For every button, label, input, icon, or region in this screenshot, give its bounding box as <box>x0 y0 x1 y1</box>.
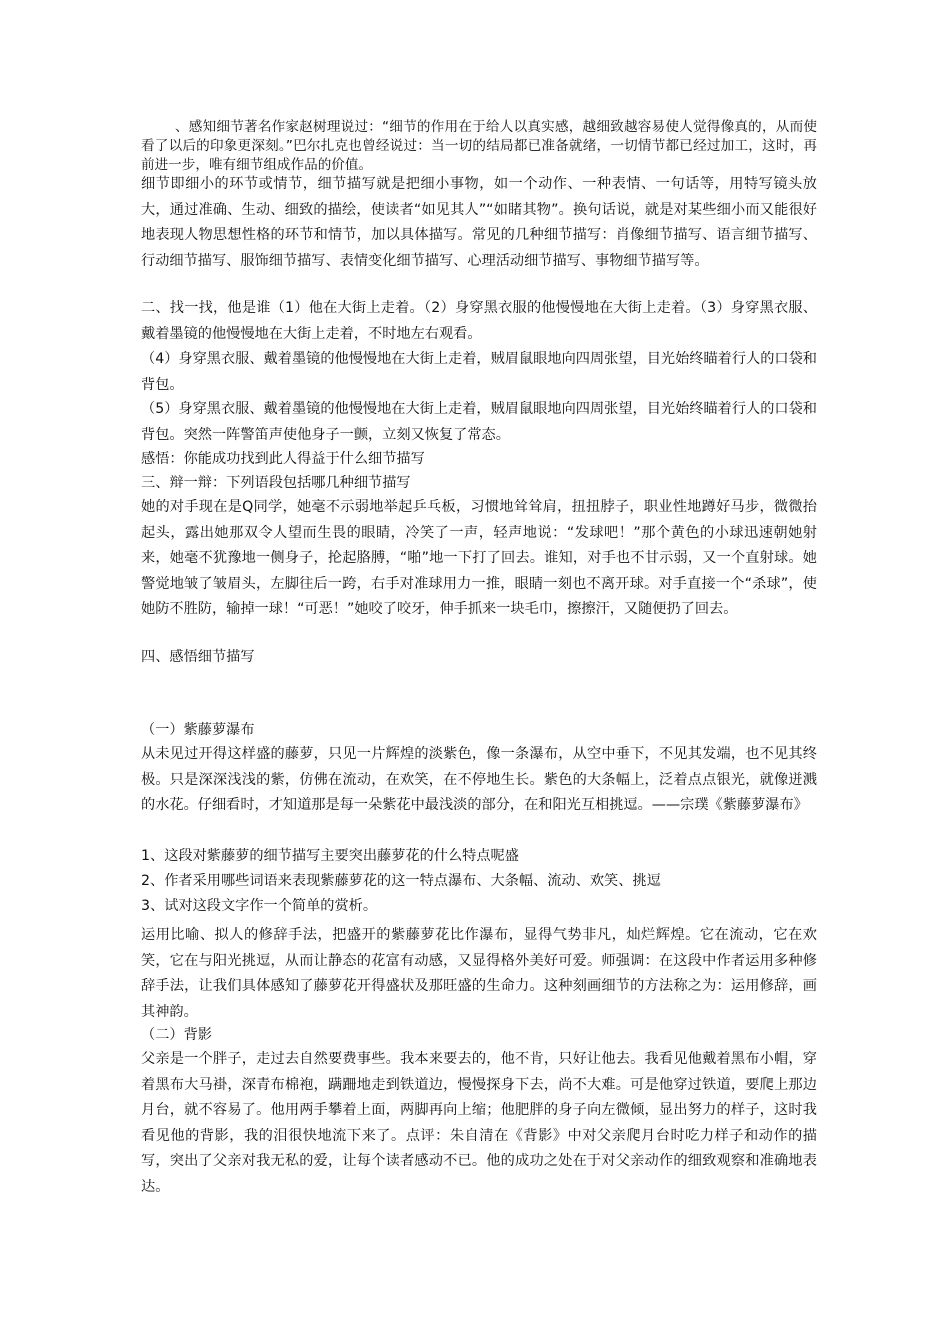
back-heading: （二）背影 <box>141 1027 212 1043</box>
find-paragraph-1: 二、找一找，他是谁（1）他在大街上走着。（2）身穿黑衣服的他慢慢地在大街上走着。（3）身穿黑衣服、戴着墨镜的他慢慢地在大街上走着，不时地左右观看。 <box>141 300 817 342</box>
feel-heading: 四、感悟细节描写 <box>141 649 255 665</box>
definition-paragraph: 细节即细小的环节或情节，细节描写就是把细小事物，如一个动作、一种表情、一句话等，用特写镜头放大，通过准确、生动、细致的描绘，使读者“如见其人”“如睹其物”。换句话说，就是对某些细小而又能很好地表现人物思想性格的环节和情节，加以具体描写。常见的几种细节描写：肖像细节描写、语言细节描写、行动细节描写、服饰细节描写、表情变化细节描写、心理活动细节描写、事物细节描写等。 <box>141 176 817 269</box>
back-paragraph: 父亲是一个胖子，走过去自然要费事些。我本来要去的，他不肯，只好让他去。我看见他戴着黑布小帽，穿着黑布大马褂，深青布棉袍，蹒跚地走到铁道边，慢慢探身下去，尚不大难。可是他穿过铁道，要爬上那边月台，就不容易了。他用两手攀着上面，两脚再向上缩；他肥胖的身子向左微倾，显出努力的样子，这时我看见他的背影，我的泪很快地流下来了。点评：朱自清在《背影》中对父亲爬月台时吃力样子和动作的描写，突出了父亲对我无私的爱，让每个读者感动不已。他的成功之处在于对父亲动作的细致观察和准确地表达。 <box>141 1051 817 1195</box>
analysis-paragraph: 运用比喻、拟人的修辞手法，把盛开的紫藤萝花比作瀑布，显得气势非凡，灿烂辉煌。它在流动，它在欢笑，它在与阳光挑逗，从而让静态的花富有动感，又显得格外美好可爱。师强调：在这段中作者运用多种修辞手法，让我们具体感知了藤萝花开得盛状及那旺盛的生命力。这种刻画细节的方法称之为：运用修辞，画其神韵。 <box>141 927 817 1020</box>
insight-line: 感悟：你能成功找到此人得益于什么细节描写 <box>141 451 425 467</box>
debate-paragraph: 她的对手现在是Q同学，她毫不示弱地举起乒乓板，习惯地耸耸肩，扭扭脖子，职业性地蹲好马步，微微抬起头，露出她那双令人望而生畏的眼睛，冷笑了一声，轻声地说：“发球吧！”那个黄色的小球迅速朝她射来，她毫不犹豫地一侧身子，抡起胳膊，“啪”地一下打了回去。谁知，对手也不甘示弱，又一个直射球。她警觉地皱了皱眉头，左脚往后一跨，右手对准球用力一推，眼睛一刻也不离开球。对手直接一个“杀球”，使她防不胜防，输掉一球！“可恶！”她咬了咬牙，伸手抓来一块毛巾，擦擦汗，又随便扔了回去。 <box>141 499 817 617</box>
find-paragraph-3: （5）身穿黑衣服、戴着墨镜的他慢慢地在大街上走着，贼眉鼠眼地向四周张望，目光始终瞄着行人的口袋和背包。突然一阵警笛声使他身子一颤，立刻又恢复了常态。 <box>141 401 817 443</box>
debate-heading: 三、辩一辩：下列语段包括哪几种细节描写 <box>141 475 411 491</box>
question-3: 3、试对这段文字作一个简单的赏析。 <box>141 898 378 914</box>
wisteria-paragraph: 从未见过开得这样盛的藤萝，只见一片辉煌的淡紫色，像一条瀑布，从空中垂下，不见其发端，也不见其终极。只是深深浅浅的紫，仿佛在流动，在欢笑，在不停地生长。紫色的大条幅上，泛着点点银光，就像迸溅的水花。仔细看时，才知道那是每一朵紫花中最浅淡的部分，在和阳光互相挑逗。——宗璞《紫藤萝瀑布》 <box>141 746 817 813</box>
find-paragraph-2: （4）身穿黑衣服、戴着墨镜的他慢慢地在大街上走着，贼眉鼠眼地向四周张望，目光始终瞄着行人的口袋和背包。 <box>141 351 817 393</box>
wisteria-heading: （一）紫藤萝瀑布 <box>141 722 255 738</box>
intro-paragraph: 、感知细节著名作家赵树理说过：“细节的作用在于给人以真实感，越细致越容易使人觉得像真的，从而使看了以后的印象更深刻。”巴尔扎克也曾经说过：当一切的结局都已准备就绪，一切情节都已经过加工，这时，再前进一步，唯有细节组成作品的价值。 <box>141 119 817 173</box>
question-1: 1、这段对紫藤萝的细节描写主要突出藤萝花的什么特点呢盛 <box>141 848 519 864</box>
question-2: 2、作者采用哪些词语来表现紫藤萝花的这一特点瀑布、大条幅、流动、欢笑、挑逗 <box>141 873 661 889</box>
